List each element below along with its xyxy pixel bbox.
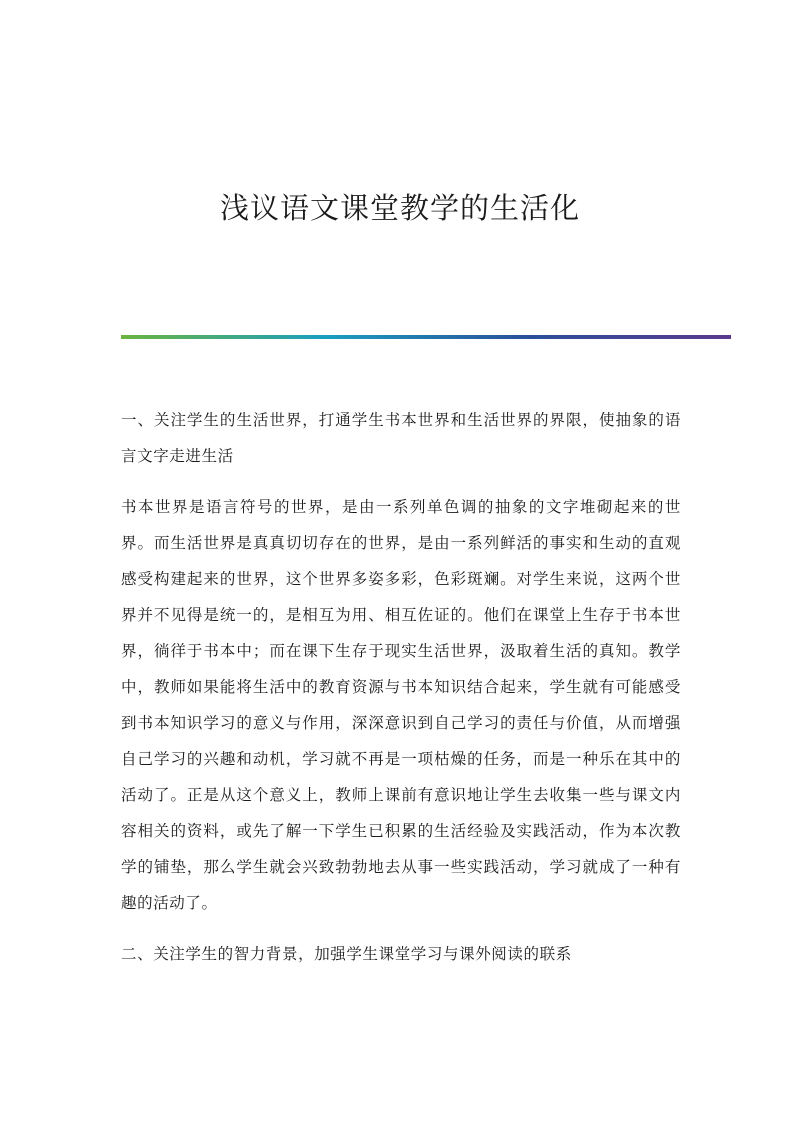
title-divider — [121, 335, 731, 339]
section-2-heading: 二、关注学生的智力背景，加强学生课堂学习与课外阅读的联系 — [121, 945, 572, 963]
section-1-heading: 一、关注学生的生活世界，打通学生书本世界和生活世界的界限，使抽象的语言文字走进生活 — [121, 411, 681, 465]
document-body — [121, 402, 681, 987]
section-1-paragraph: 书本世界是语言符号的世界，是由一系列单色调的抽象的文字堆砌起来的世界。而生活世界是真真切切存在的世界，是由一系列鲜活的事实和生动的直观感受构建起来的世界，这个世界多姿多彩，色彩斑斓。对学生来说，这两个世界并不见得是统一的，是相互为用、相互佐证的。他们在课堂上生存于书本世界，徜徉于书本中；而在课下生存于现实生活世界，汲取着生活的真知。教学中，教师如果能将生活中的教育资源与书本知识结合起来，学生就有可能感受到书本知识学习的意义与作用，深深意识到自己学习的责任与价值，从而增强自己学习的兴趣和动机，学习就不再是一项枯燥的任务，而是一种乐在其中的活动了。正是从这个意义上，教师上课前有意识地让学生去收集一些与课文内容相关的资料，或先了解一下学生已积累的生活经验及实践活动，作为本次教学的铺垫，那么学生就会兴致勃勃地去从事一些实践活动，学习就成了一种有趣的活动了。 — [121, 498, 681, 912]
document-title: 浅议语文课堂教学的生活化 — [219, 191, 580, 225]
